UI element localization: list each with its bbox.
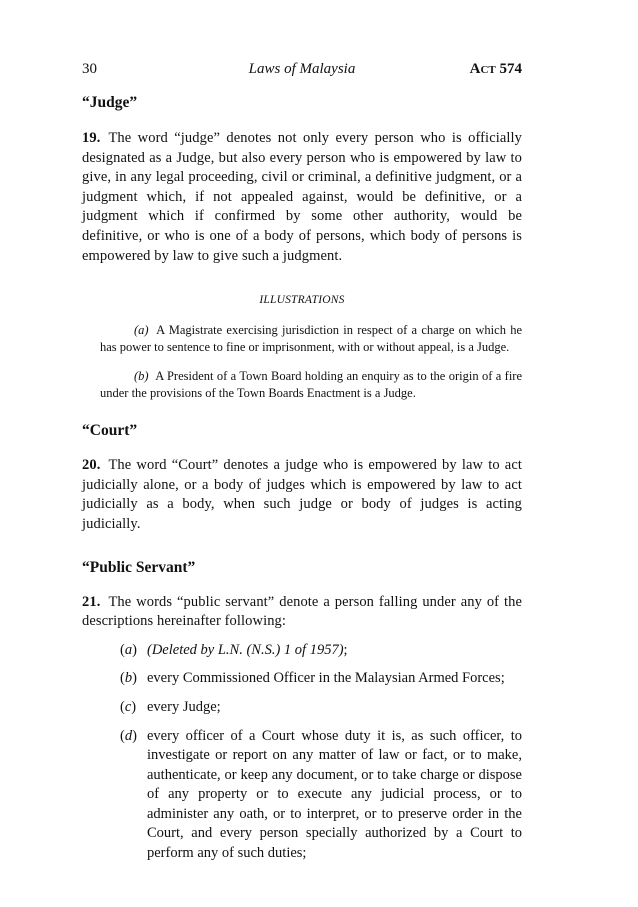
- illustration-a: [100, 322, 522, 356]
- list-item-a-tail: ;: [343, 641, 348, 658]
- section-19-number: 19.: [82, 130, 101, 146]
- illustration-b-label: (b): [134, 369, 149, 384]
- section-21-number: 21.: [82, 593, 101, 610]
- list-item-c-label: (c): [120, 698, 137, 715]
- list-item-b-text: every Commissioned Officer in the Malaysian Armed Forces;: [147, 670, 505, 687]
- list-item-c: [82, 698, 522, 718]
- section-20-text: [82, 456, 522, 534]
- illustration-b: [100, 368, 522, 402]
- document-body: [82, 92, 522, 864]
- illustration-b-text: A President of a Town Board holding an enquiry as to the origin of a fire under the provisions of the Town Boards Enactment is a Judge.: [100, 369, 522, 401]
- section-21-heading: “Public Servant”: [82, 558, 196, 576]
- running-header: [82, 58, 522, 80]
- section-21-text: [82, 593, 522, 632]
- section-19-text: [82, 129, 522, 266]
- section-20-heading: “Court”: [82, 422, 138, 440]
- list-item-b-label: (b): [120, 670, 137, 687]
- section-19-heading: “Judge”: [82, 94, 138, 111]
- list-item-a-label: (a): [120, 641, 137, 658]
- list-item-a: [82, 641, 522, 661]
- illustrations-title: ILLUSTRATIONS: [259, 294, 345, 307]
- section-21-body: The words “public servant” denote a person falling under any of the descriptions hereinafter following:: [82, 593, 522, 630]
- public-servant-list: [82, 641, 522, 864]
- list-item-b: [82, 669, 522, 689]
- page-number: 30: [82, 61, 97, 77]
- list-item-d: [82, 727, 522, 864]
- illustration-a-label: (a): [134, 323, 149, 338]
- illustration-a-text: A Magistrate exercising jurisdiction in respect of a charge on which he has power to sentence to fine or imprisonment, with or without appeal, is a Judge.: [100, 323, 522, 355]
- act-number: Act 574: [469, 61, 522, 77]
- section-20-number: 20.: [82, 457, 101, 474]
- running-title: Laws of Malaysia: [248, 61, 356, 77]
- list-item-c-text: every Judge;: [147, 698, 221, 715]
- section-20-body: The word “Court” denotes a judge who is empowered by law to act judicially alone, or a body of judges which is empowered by law to act judicially as a body, when such judge or body of judges is acting judicially.: [82, 457, 522, 532]
- list-item-d-label: (d): [120, 727, 137, 744]
- list-item-d-text: every officer of a Court whose duty it is, as such officer, to investigate or report on any matter of law or fact, or to make, authenticate, or keep any document, or to take charge or dispose of any property or to execute any judicial process, or to administer any oath, or to interpret, or to preserve order in the Court, and every person specially authorized by a Court to perform any of such duties;: [147, 727, 522, 862]
- section-19-body: The word “judge” denotes not only every person who is officially designated as a Judge, but also every person who is empowered by law to give, in any legal proceeding, civil or criminal, a definitive judgment, or a judgment which, if not appealed against, would be definitive, or a judgment which if confirmed by some other authority, would be definitive, or who is one of a body of persons, which body of persons is empowered by law to give such a judgment.: [82, 130, 522, 264]
- list-item-a-text: (Deleted by L.N. (N.S.) 1 of 1957): [147, 641, 344, 658]
